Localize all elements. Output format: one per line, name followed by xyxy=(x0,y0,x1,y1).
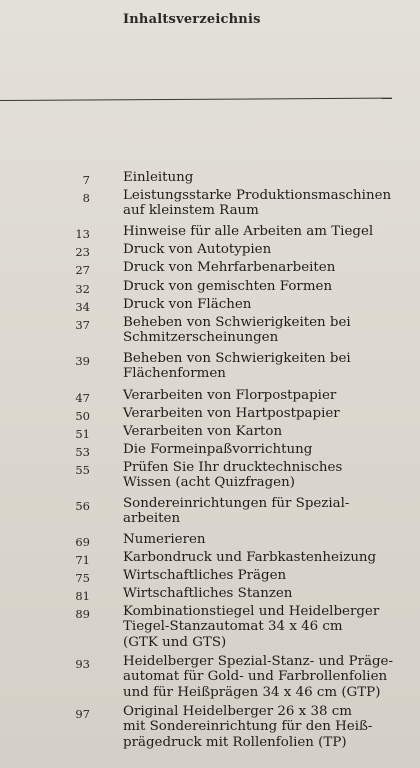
toc-page-number: 37 xyxy=(75,318,90,332)
toc-entry-title: Verarbeiten von Hartpostpapier xyxy=(123,406,340,421)
toc-page-number: 27 xyxy=(75,263,90,277)
toc-entry-title: Karbondruck und Farbkastenheizung xyxy=(123,550,377,565)
toc-entry-title: Druck von Flächen xyxy=(123,297,252,312)
toc-entry-title: Druck von Autotypien xyxy=(123,242,272,257)
toc-entry-title: Beheben von Schwierigkeiten bei Schmitzerscheinungen xyxy=(123,315,351,346)
toc-page-number: 39 xyxy=(75,354,90,368)
toc-entry-title: Die Formeinpaßvorrichtung xyxy=(123,442,313,457)
toc-page-number: 55 xyxy=(75,463,90,477)
toc-entry-title: Sondereinrichtungen für Spezial- arbeiten xyxy=(123,496,350,527)
toc-entry-title: Original Heidelberger 26 x 38 cm mit Sondereinrichtung für den Heiß- prägedruck mit Rollenfolien (TP) xyxy=(123,704,373,750)
toc-page-number: 81 xyxy=(75,589,90,603)
toc-page-number: 89 xyxy=(75,607,90,621)
toc-page-number: 50 xyxy=(75,409,90,423)
page-title: Inhaltsverzeichnis xyxy=(123,12,261,27)
toc-page-number: 7 xyxy=(82,173,90,187)
toc-entry-title: Hinweise für alle Arbeiten am Tiegel xyxy=(123,224,374,239)
toc-entry-title: Numerieren xyxy=(123,532,206,547)
toc-entry-title: Druck von Mehrfarbenarbeiten xyxy=(123,260,336,275)
toc-page-number: 56 xyxy=(75,499,90,513)
toc-entry-title: Beheben von Schwierigkeiten bei Flächenformen xyxy=(123,351,351,382)
toc-entry-title: Einleitung xyxy=(123,170,194,185)
toc-page-number: 13 xyxy=(75,227,90,241)
toc-page-number: 71 xyxy=(75,553,90,567)
toc-page-number: 47 xyxy=(75,391,90,405)
toc-entry-title: Druck von gemischten Formen xyxy=(123,279,333,294)
toc-page-number: 32 xyxy=(75,282,90,296)
toc-page-number: 97 xyxy=(75,707,90,721)
toc-page-number: 53 xyxy=(75,445,90,459)
toc-entry-title: Leistungsstarke Produktionsmaschinen auf kleinstem Raum xyxy=(123,188,392,219)
toc-entry-title: Prüfen Sie Ihr drucktechnisches Wissen (acht Quizfragen) xyxy=(123,460,343,491)
toc-entry-title: Wirtschaftliches Stanzen xyxy=(123,586,293,601)
title-divider xyxy=(0,98,392,101)
toc-page-number: 23 xyxy=(75,245,90,259)
toc-page-number: 69 xyxy=(75,535,90,549)
toc-page-number: 93 xyxy=(75,657,90,671)
toc-page-number: 8 xyxy=(82,191,90,205)
toc-entry-title: Verarbeiten von Karton xyxy=(123,424,283,439)
toc-page-number: 75 xyxy=(75,571,90,585)
toc-entry-title: Wirtschaftliches Prägen xyxy=(123,568,287,583)
toc-entry-title: Heidelberger Spezial-Stanz- und Präge- automat für Gold- und Farbrollenfolien und für Heißprägen 34 x 46 cm (GTP) xyxy=(123,654,394,700)
toc-entry-title: Kombinationstiegel und Heidelberger Tiegel-Stanzautomat 34 x 46 cm (GTK und GTS) xyxy=(123,604,380,650)
toc-entry-title: Verarbeiten von Florpostpapier xyxy=(123,388,337,403)
toc-page-number: 51 xyxy=(75,427,90,441)
toc-page-number: 34 xyxy=(75,300,90,314)
